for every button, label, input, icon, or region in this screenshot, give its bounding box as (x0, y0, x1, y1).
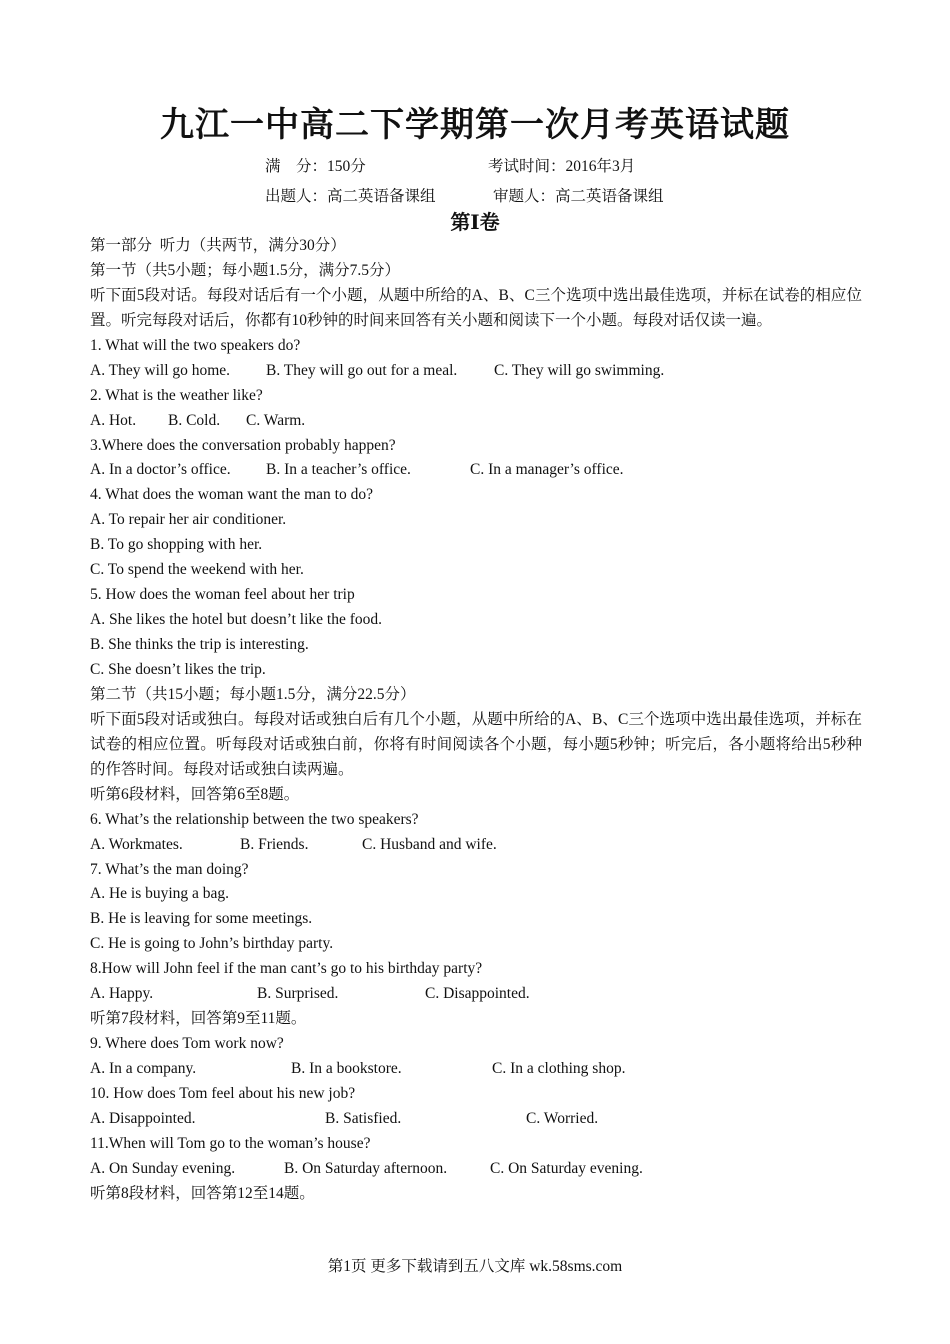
option-c: C. To spend the weekend with her. (90, 561, 304, 579)
option-c: C. They will go swimming. (494, 361, 665, 379)
material-heading: 听第8段材料，回答第12至14题。 (90, 1184, 315, 1202)
option-b: B. Satisfied. (325, 1109, 402, 1127)
exam-body (90, 234, 862, 1207)
question-reviewer: 审题人：高二英语备课组 (493, 188, 664, 205)
option-a: A. He is buying a bag. (90, 885, 230, 903)
question-stem: 7. What’s the man doing? (90, 860, 249, 878)
option-b: B. They will go out for a meal. (266, 361, 458, 379)
question-stem: 9. Where does Tom work now? (90, 1035, 284, 1053)
volume-heading: 第Ⅰ卷 (450, 212, 500, 234)
option-b: B. On Saturday afternoon. (284, 1159, 448, 1177)
question-options (90, 1157, 862, 1182)
question-options (90, 458, 862, 483)
option-a: A. She likes the hotel but doesn’t like the food. (90, 611, 383, 629)
question-stem: 5. How does the woman feel about her trip (90, 586, 355, 604)
section2-heading: 第二节（共15小题；每小题1.5分，满分22.5分） (90, 685, 416, 703)
option-b: B. In a teacher’s office. (266, 461, 411, 479)
question-options (90, 833, 862, 858)
option-c: C. She doesn’t likes the trip. (90, 660, 266, 678)
question-author: 出题人：高二英语备课组 (265, 188, 436, 205)
question-options (90, 1107, 862, 1132)
option-a: A. In a company. (90, 1060, 197, 1078)
section1-instructions: 听下面5段对话。每段对话后有一个小题，从题中所给的A、B、C三个选项中选出最佳选项，并标在试卷的相应位置。听完每段对话后，你都有10秒钟的时间来回答有关小题和阅读下一个小题。每段对话仅读一遍。 (90, 286, 862, 329)
part-heading: 第一部分 听力（共两节，满分30分） (90, 237, 346, 254)
option-c: C. Husband and wife. (362, 835, 497, 853)
option-a: A. To repair her air conditioner. (90, 511, 287, 529)
option-a: A. Happy. (90, 985, 154, 1003)
option-a: A. Disappointed. (90, 1109, 196, 1127)
option-a: A. On Sunday evening. (90, 1159, 236, 1177)
option-c: C. Worried. (526, 1109, 599, 1127)
option-a: A. Hot. (90, 411, 137, 429)
option-b: B. He is leaving for some meetings. (90, 910, 313, 928)
option-c: C. He is going to John’s birthday party. (90, 935, 334, 953)
option-c: C. Disappointed. (425, 985, 530, 1003)
exam-title: 九江一中高二下学期第一次月考英语试题 (160, 105, 790, 145)
question-options (90, 409, 862, 434)
option-a: A. Workmates. (90, 835, 183, 853)
question-stem: 10. How does Tom feel about his new job? (90, 1084, 356, 1102)
material-heading: 听第6段材料，回答第6至8题。 (90, 785, 300, 803)
question-stem: 4. What does the woman want the man to do? (90, 486, 373, 504)
option-a: A. In a doctor’s office. (90, 461, 231, 479)
option-b: B. She thinks the trip is interesting. (90, 636, 309, 654)
question-stem: 2. What is the weather like? (90, 386, 263, 404)
option-b: B. Friends. (240, 835, 309, 853)
option-b: B. Surprised. (257, 985, 339, 1003)
exam-time: 考试时间：2016年3月 (488, 158, 636, 175)
question-stem: 8.How will John feel if the man cant’s go to his birthday party? (90, 960, 483, 978)
material-heading: 听第7段材料，回答第9至11题。 (90, 1010, 307, 1028)
full-score: 满 分：150分 (265, 158, 366, 175)
question-stem: 3.Where does the conversation probably happen? (90, 436, 396, 454)
option-b: B. Cold. (168, 411, 221, 429)
section2-instructions: 听下面5段对话或独白。每段对话或独白后有几个小题，从题中所给的A、B、C三个选项中选出最佳选项，并标在试卷的相应位置。听每段对话或独白前，你将有时间阅读各个小题，每小题5秒钟；听完后，各小题将给出5秒种的作答时间。每段对话或独白读两遍。 (90, 710, 862, 778)
option-b: B. To go shopping with her. (90, 536, 263, 554)
option-a: A. They will go home. (90, 361, 231, 379)
question-stem: 1. What will the two speakers do? (90, 336, 301, 354)
question-options (90, 359, 862, 384)
option-c: C. On Saturday evening. (490, 1159, 643, 1177)
question-stem: 11.When will Tom go to the woman’s house? (90, 1134, 371, 1152)
section1-heading: 第一节（共5小题；每小题1.5分，满分7.5分） (90, 261, 401, 279)
question-options (90, 1057, 862, 1082)
option-c: C. Warm. (246, 411, 306, 429)
option-c: C. In a clothing shop. (492, 1060, 626, 1078)
question-stem: 6. What’s the relationship between the two speakers? (90, 810, 419, 828)
page-footer: 第1页 更多下载请到五八文库 wk.58sms.com (327, 1258, 623, 1275)
option-b: B. In a bookstore. (291, 1060, 402, 1078)
question-options (90, 982, 862, 1007)
option-c: C. In a manager’s office. (470, 461, 624, 479)
